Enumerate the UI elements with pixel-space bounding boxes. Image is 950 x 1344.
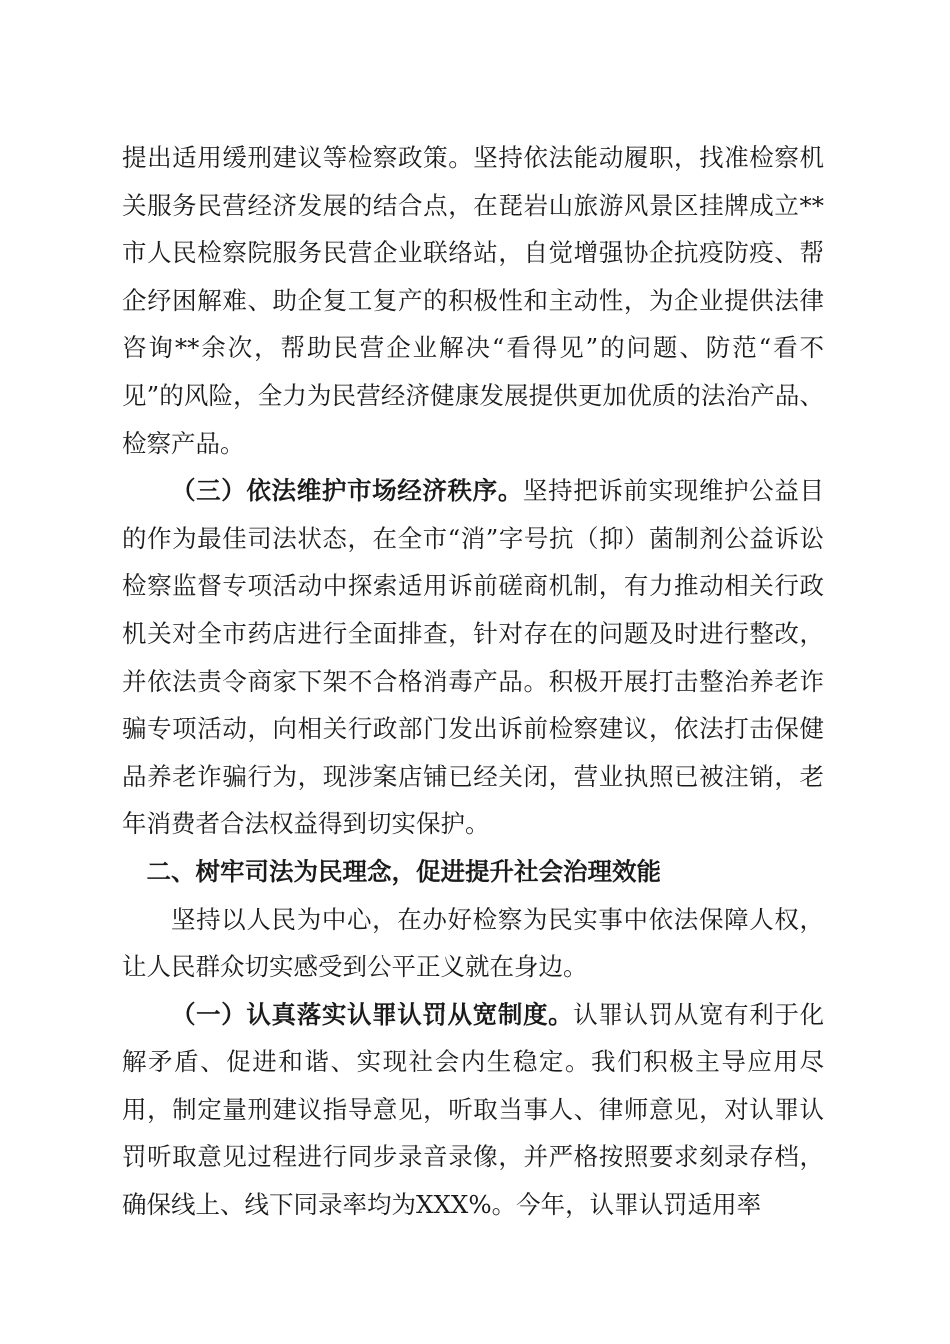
paragraph-continuation: 提出适用缓刑建议等检察政策。坚持依法能动履职，找准检察机关服务民营经济发展的结合点，在琵岩山旅游风景区挂牌成立**市人民检察院服务民营企业联络站，自觉增强协企抗疫防疫、帮企纾困解难、助企复工复产的积极性和主动性，为企业提供法律咨询**余次，帮助民营企业解决“看得见”的问题、防范“看不见”的风险，全力为民营经济健康发展提供更加优质的法治产品、检察产品。	[122, 143, 824, 458]
section-1-heading: （一）认真落实认罪认罚从宽制度。	[171, 999, 574, 1029]
paragraph-section-1	[122, 991, 824, 1229]
section-3-heading: （三）依法维护市场经济秩序。	[171, 476, 523, 506]
document-body	[122, 134, 824, 1229]
section-3-body: 坚持把诉前实现维护公益目的作为最佳司法状态，在全市“消”字号抗（抑）菌制剂公益诉讼检察监督专项活动中探索适用诉前磋商机制，有力推动相关行政机关对全市药店进行全面排查，针对存在的问题及时进行整改，并依法责令商家下架不合格消毒产品。积极开展打击整治养老诈骗专项活动，向相关行政部门发出诉前检察建议，依法打击保健品养老诈骗行为，现涉案店铺已经关闭，营业执照已被注销，老年消费者合法权益得到切实保护。	[122, 476, 825, 839]
chapter-heading-2: 二、树牢司法为民理念，促进提升社会治理效能	[146, 856, 661, 886]
paragraph-section-3	[122, 467, 824, 848]
paragraph-intro-2: 坚持以人民为中心，在办好检察为民实事中依法保障人权，让人民群众切实感受到公平正义就在身边。	[122, 904, 824, 982]
section-1-body: 认罪认罚从宽有利于化解矛盾、促进和谐、实现社会内生稳定。我们积极主导应用尽用，制定量刑建议指导意见，听取当事人、律师意见，对认罪认罚听取意见过程进行同步录音录像，并严格按照要求刻录存档，确保线上、线下同录率均为XXX%。今年，认罪认罚适用率	[122, 999, 825, 1220]
